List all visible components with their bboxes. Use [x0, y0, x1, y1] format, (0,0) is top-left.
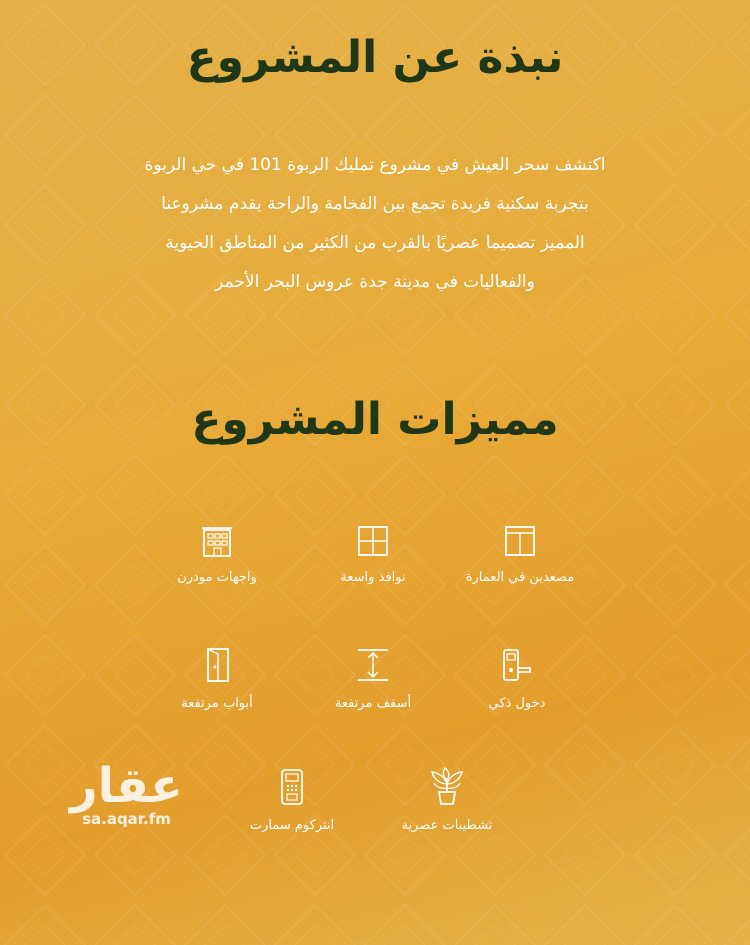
feature-label: تشطيبات عصرية — [401, 818, 493, 833]
about-line: اكتشف سحر العيش في مشروع تمليك الربوة 101 في حي الربوة — [144, 155, 606, 175]
watermark-url: sa.aqar.fm — [82, 810, 171, 828]
feature-label: مصعدين في العمارة — [465, 570, 575, 585]
feature-modern-facades — [132, 524, 302, 585]
smart-lock-icon — [498, 646, 536, 684]
about-title: نبذة عن المشروع — [186, 32, 564, 83]
building-facade-icon — [200, 524, 234, 558]
about-line: بتجربة سكنية فريدة تجمع بين الفخامة والراحة يقدم مشروعنا — [161, 194, 589, 214]
ceiling-height-icon — [354, 646, 392, 684]
feature-wide-windows — [288, 524, 458, 585]
aqar-watermark — [70, 760, 183, 828]
feature-label: أبواب مرتفعة — [181, 696, 253, 711]
plant-pot-icon — [426, 766, 468, 806]
features-title: مميزات المشروع — [191, 394, 559, 445]
feature-label: واجهات مودرن — [177, 570, 257, 585]
window-icon — [356, 524, 390, 558]
watermark-brand: عقار — [70, 758, 183, 814]
about-line: المميز تصميما عصريًا بالقرب من الكثير من المناطق الحيوية — [165, 233, 585, 253]
about-paragraph — [80, 146, 670, 302]
feature-label: دخول ذكي — [488, 696, 546, 711]
feature-label: انتركوم سمارت — [249, 818, 335, 833]
feature-modern-finishes — [362, 766, 532, 833]
feature-label: أسقف مرتفعة — [334, 696, 412, 711]
feature-high-doors — [132, 646, 302, 711]
about-line: والفعاليات في مدينة جدة عروس البحر الأحمر — [215, 272, 535, 292]
intercom-icon — [277, 768, 307, 806]
door-icon — [198, 646, 236, 684]
feature-elevators — [435, 524, 605, 585]
feature-label: نوافذ واسعة — [340, 570, 406, 585]
feature-smart-intercom — [207, 768, 377, 833]
elevator-icon — [503, 524, 537, 558]
feature-high-ceilings — [288, 646, 458, 711]
